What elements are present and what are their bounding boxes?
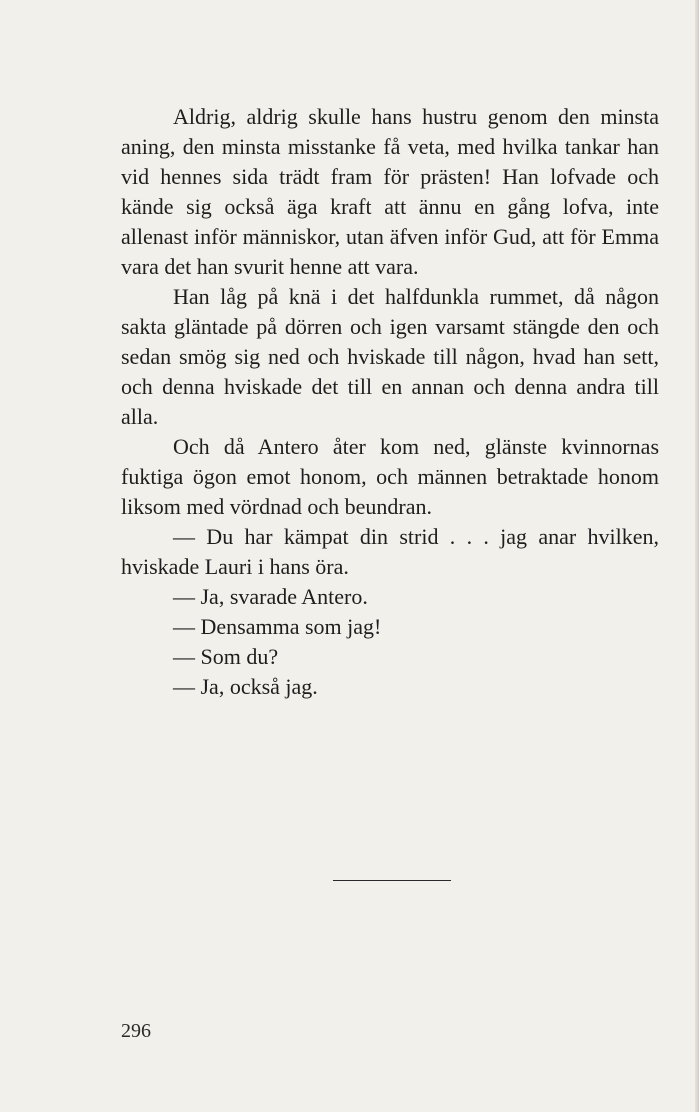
page-edge — [695, 0, 699, 1112]
dialog-line-1: — Du har kämpat din strid . . . jag anar hvilken, hviskade Lauri i hans öra. — [121, 524, 659, 579]
paragraph-2: Han låg på knä i det halfdunkla rummet, då någon sakta gläntade på dörren och igen varsamt stängde den och sedan smög sig ned och hviskade till någon, hvad han sett, och denna hviskade det till en annan och denna andra till alla. — [121, 284, 659, 429]
paragraph-1: Aldrig, aldrig skulle hans hustru genom den minsta aning, den minsta misstanke få veta, med hvilka tankar han vid hennes sida trädt fram för prästen! Han lofvade och kände sig också äga kraft att ännu en gång lofva, inte allenast inför människor, utan äfven inför Gud, att för Emma vara det han svurit henne att vara. — [121, 104, 659, 279]
section-divider — [333, 880, 451, 881]
paragraph-3: Och då Antero åter kom ned, glänste kvinnornas fuktiga ögon emot honom, och männen betraktade honom liksom med vördnad och beundran. — [121, 434, 659, 519]
page-number: 296 — [121, 1020, 151, 1042]
dialog-line-3: — Densamma som jag! — [173, 614, 382, 639]
body-text — [121, 102, 659, 702]
dialog-line-4: — Som du? — [173, 644, 279, 669]
dialog-line-5: — Ja, också jag. — [173, 674, 318, 699]
dialog-line-2: — Ja, svarade Antero. — [173, 584, 368, 609]
